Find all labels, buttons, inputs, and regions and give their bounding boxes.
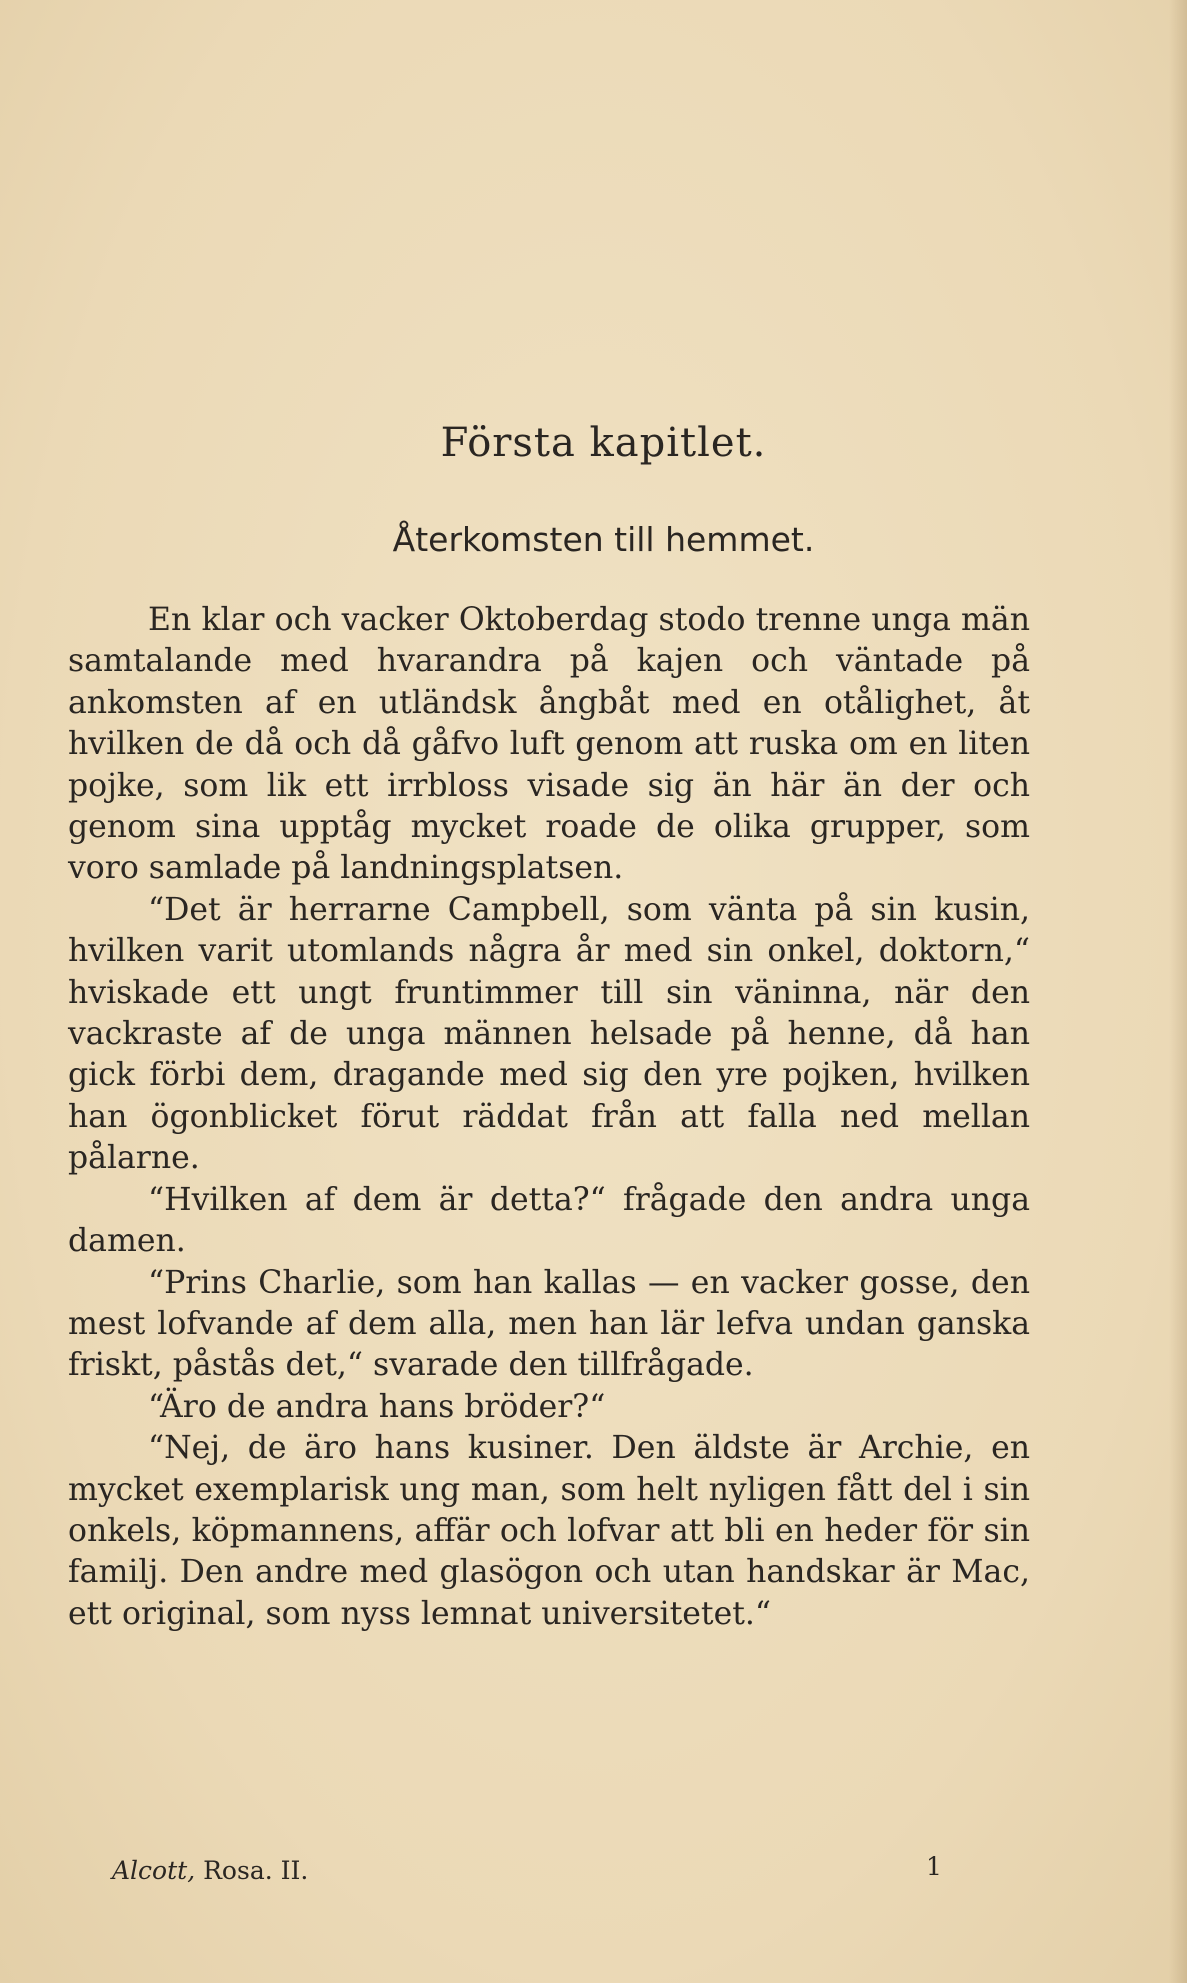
paragraph: En klar och vacker Oktoberdag stodo trenne unga män samtalande med hvarandra på kajen och väntade på ankomsten af en utländsk ångbåt med en otålighet, åt hvilken de då och då gåfvo luft genom att ruska om en liten pojke, som lik ett irrbloss visade sig än här än der och genom sina upptåg mycket roade de olika grupper, som voro samlade på landningsplatsen. (68, 602, 1030, 887)
body-text (68, 600, 1030, 1635)
signature-mark (112, 1856, 308, 1885)
chapter-title: Första kapitlet. (440, 420, 767, 466)
footer-page-number: 1 (926, 1852, 942, 1881)
footer-author: Alcott, (112, 1856, 196, 1885)
paragraph: “Äro de andra hans bröder?“ (148, 1388, 606, 1425)
page-edge-shadow (1169, 0, 1187, 1983)
paragraph: “Hvilken af dem är detta?“ frågade den andra unga damen. (68, 1181, 1030, 1260)
paragraph: “Prins Charlie, som han kallas — en vacker gosse, den mest lofvande af dem alla, men han lär lefva undan ganska friskt, påstås det,“ svarade den tillfrågade. (68, 1264, 1030, 1384)
paragraph: “Det är herrarne Campbell, som vänta på sin kusin, hvilken varit utomlands några år med sin onkel, doktorn,“ hviskade ett ungt fruntimmer till sin väninna, när den vackraste af de unga männen helsade på henne, då han gick förbi dem, dragande med sig den yre pojken, hvilken han ögonblicket förut räddat från att falla ned mellan pålarne. (68, 891, 1030, 1177)
chapter-subtitle: Återkomsten till hemmet. (392, 520, 815, 559)
footer-book: Rosa. II. (203, 1856, 309, 1885)
paragraph: “Nej, de äro hans kusiner. Den äldste är Archie, en mycket exemplarisk ung man, som helt nyligen fått del i sin onkels, köpmannens, affär och lofvar att bli en heder för sin familj. Den andre med glasögon och utan handskar är Mac, ett original, som nyss lemnat universitetet.“ (68, 1430, 1030, 1632)
